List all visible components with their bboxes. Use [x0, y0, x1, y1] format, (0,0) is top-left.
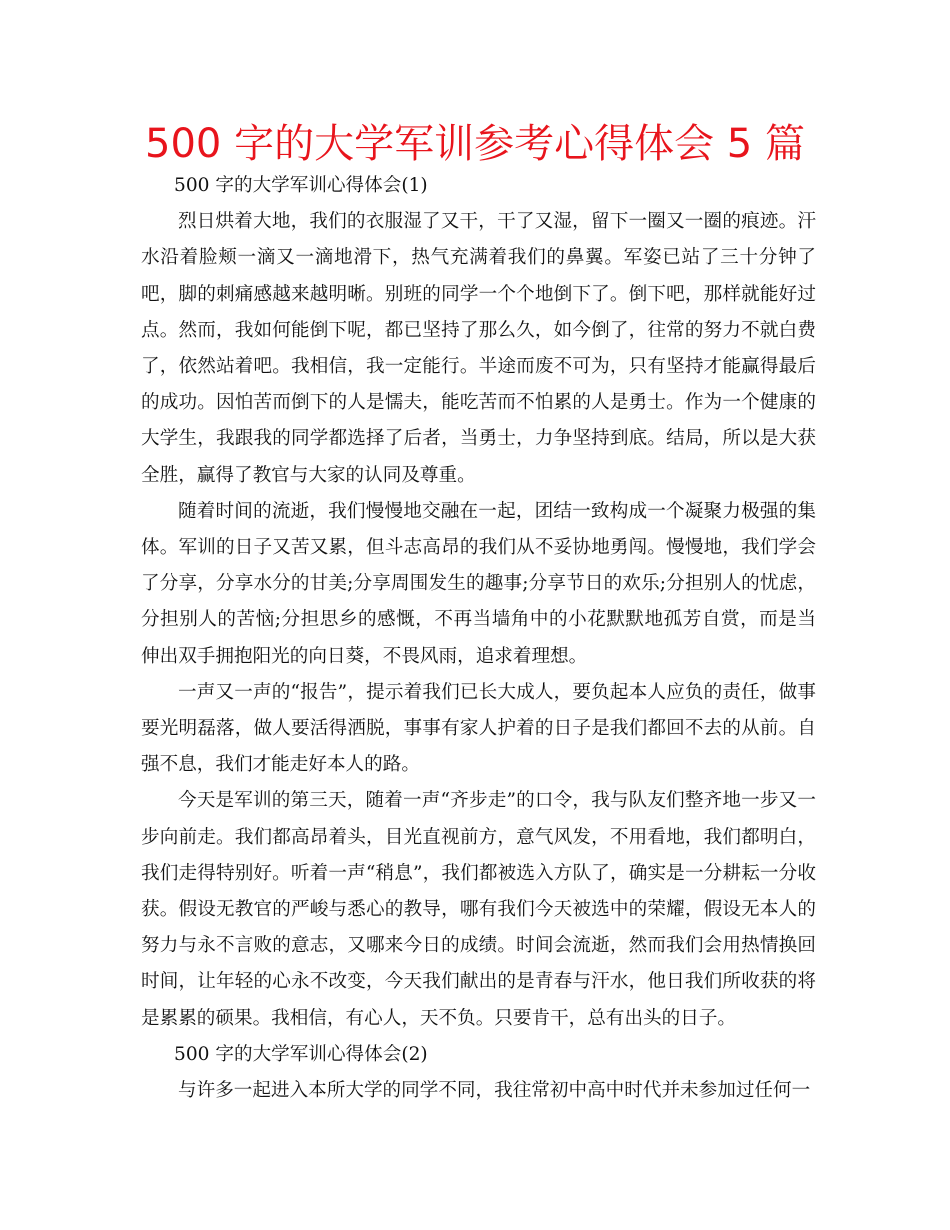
paragraph: 一声又一声的“报告”，提示着我们已长大成人，要负起本人应负的责任，做事要光明磊落，做人要活得洒脱，事事有家人护着的日子是我们都回不去的从前。自强不息，我们才能走好本人的路。: [141, 681, 816, 776]
section-heading: 500 字的大学军训心得体会(2): [174, 1043, 428, 1065]
paragraph: 烈日烘着大地，我们的衣服湿了又干，干了又湿，留下一圈又一圈的痕迹。汗水沿着脸颊一滴又一滴地滑下，热气充满着我们的鼻翼。军姿已站了三十分钟了吧，脚的刺痛感越来越明晰。别班的同学一个个地倒下了。倒下吧，那样就能好过点。然而，我如何能倒下呢，都已坚持了那么久，如今倒了，往常的努力不就白费了，依然站着吧。我相信，我一定能行。半途而废不可为，只有坚持才能赢得最后的成功。因怕苦而倒下的人是懦夫，能吃苦而不怕累的人是勇士。作为一个健康的大学生，我跟我的同学都选择了后者，当勇士，力争坚持到底。结局，所以是大获全胜，赢得了教官与大家的认同及尊重。: [141, 211, 816, 486]
document-body: [141, 168, 816, 1109]
document-title: 500 字的大学军训参考心得体会 5 篇: [145, 121, 805, 167]
section-heading: 500 字的大学军训心得体会(1): [174, 175, 428, 196]
paragraph: 与许多一起进入本所大学的同学不同，我往常初中高中时代并未参加过任何一: [178, 1080, 811, 1102]
paragraph: 随着时间的流逝，我们慢慢地交融在一起，团结一致构成一个凝聚力极强的集体。军训的日子又苦又累，但斗志高昂的我们从不妥协地勇闯。慢慢地，我们学会了分享，分享水分的甘美;分享周围发生的趣事;分享节日的欢乐;分担别人的忧虑，分担别人的苦恼;分担思乡的感慨，不再当墙角中的小花默默地孤芳自赏，而是当伸出双手拥抱阳光的向日葵，不畏风雨，追求着理想。: [141, 500, 816, 667]
paragraph: 今天是军训的第三天，随着一声“齐步走”的口令，我与队友们整齐地一步又一步向前走。我们都高昂着头，目光直视前方，意气风发，不用看地，我们都明白，我们走得特别好。听着一声“稍息”，我们都被选入方队了，确实是一分耕耘一分收获。假设无教官的严峻与悉心的教导，哪有我们今天被选中的荣耀，假设无本人的努力与永不言败的意志，又哪来今日的成绩。时间会流逝，然而我们会用热情换回时间，让年轻的心永不改变，今天我们献出的是青春与汗水，他日我们所收获的将是累累的硕果。我相信，有心人，天不负。只要肯干，总有出头的日子。: [141, 790, 816, 1029]
